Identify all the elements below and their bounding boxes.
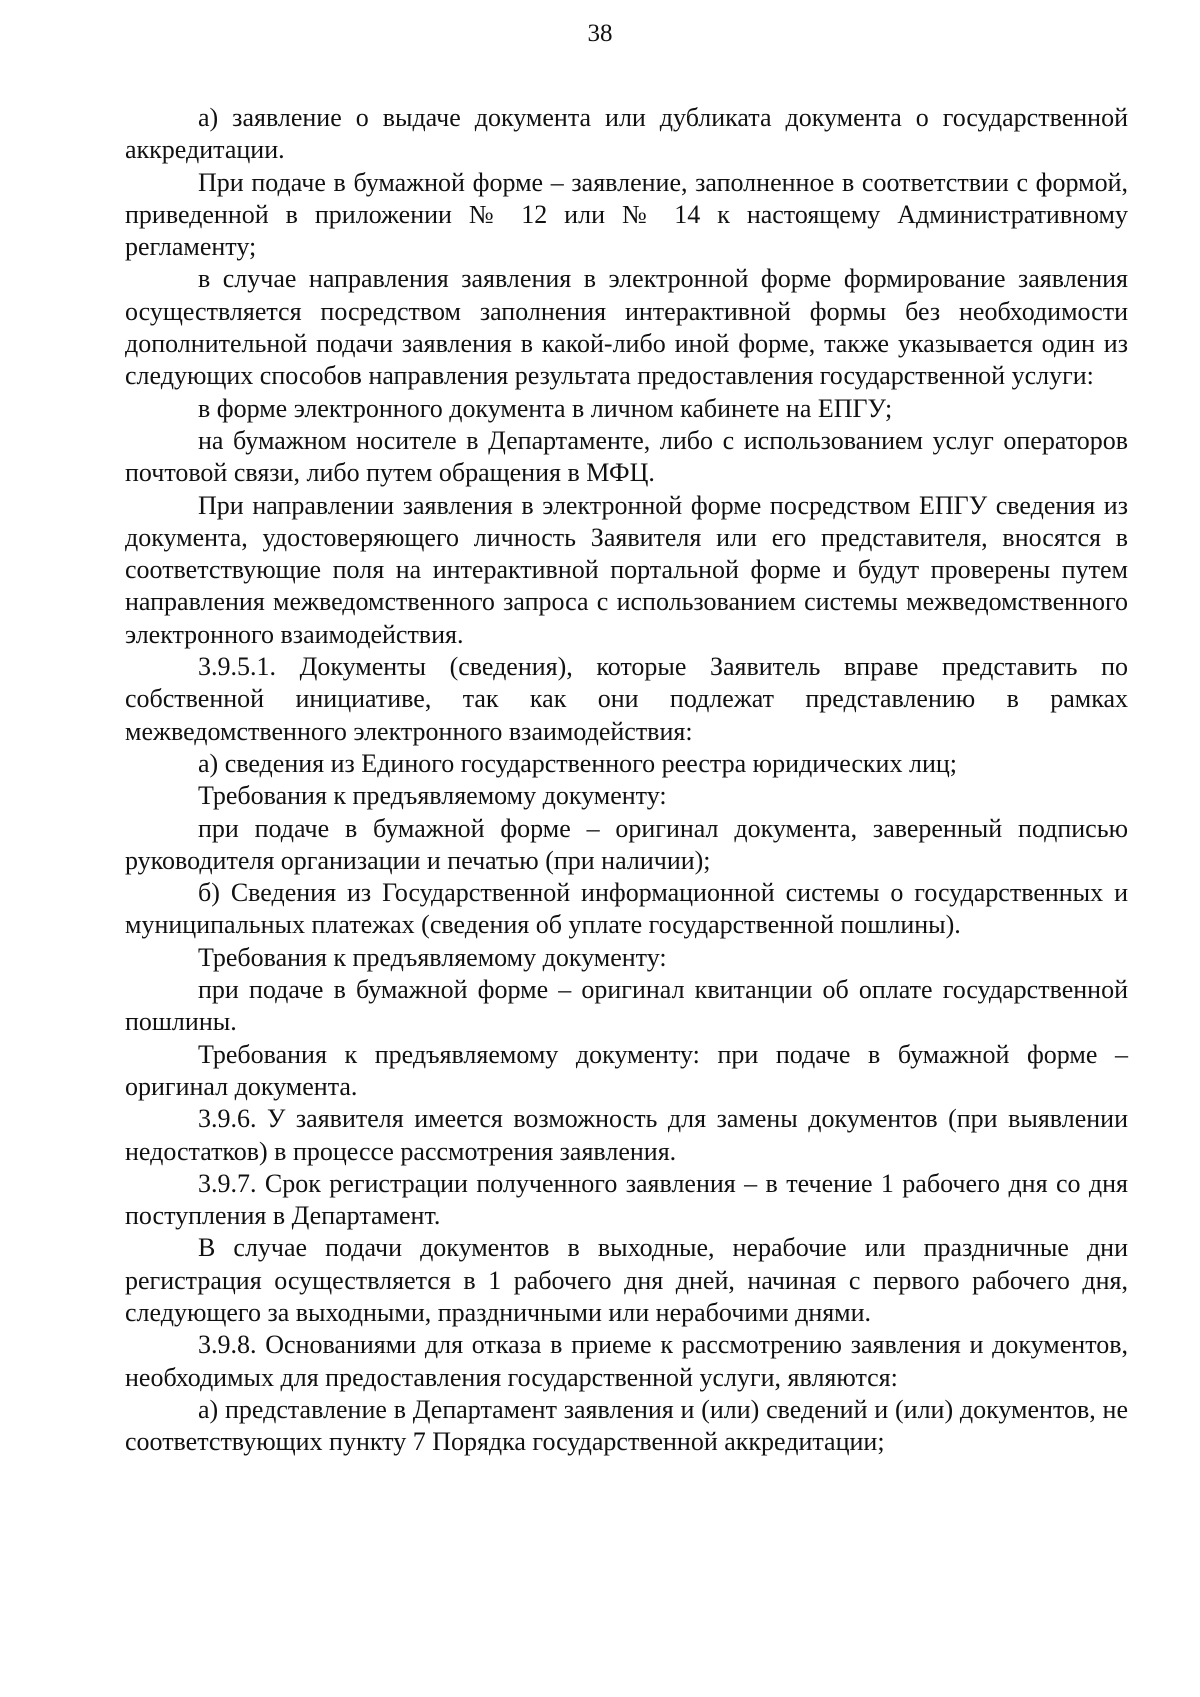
paragraph-application-type: а) заявление о выдаче документа или дубликата документа о государственной аккредитации. xyxy=(125,103,1128,165)
document-body xyxy=(125,102,1128,1458)
paragraph-requirements-3: Требования к предъявляемому документу: при подаче в бумажной форме – оригинал документа. xyxy=(125,1039,1128,1101)
paragraph-requirements-1: Требования к предъявляемому документу: xyxy=(198,781,667,811)
paragraph-original-signature: при подаче в бумажной форме – оригинал документа, заверенный подписью руководителя организации и печатью (при наличии); xyxy=(125,813,1128,875)
paragraph-paper-form: При подаче в бумажной форме – заявление, заполненное в соответствии с формой, приведенной в приложении № 12 или № 14 к настоящему Административному регламенту; xyxy=(125,167,1128,262)
paragraph-gis-payments: б) Сведения из Государственной информационной системы о государственных и муниципальных платежах (сведения об уплате государственной пошлины). xyxy=(125,878,1128,940)
paragraph-refusal-a: а) представление в Департамент заявления и (или) сведений и (или) документов, не соответствующих пункту 7 Порядка государственной аккредитации; xyxy=(125,1394,1128,1457)
paragraph-3-9-8: 3.9.8. Основаниями для отказа в приеме к рассмотрению заявления и документов, необходимых для предоставления государственной услуги, являются: xyxy=(125,1330,1128,1392)
paragraph-identity-info: При направлении заявления в электронной форме посредством ЕПГУ сведения из документа, удостоверяющего личность Заявителя или его представителя, вносятся в соответствующие поля на интерактивной портальной форме и будут проверены путем направления межведомственного запроса с использованием системы межведомственного электронного взаимодействия. xyxy=(125,490,1128,649)
page-number: 38 xyxy=(587,20,613,47)
paragraph-requirements-2: Требования к предъявляемому документу: xyxy=(198,942,667,972)
paragraph-receipt-original: при подаче в бумажной форме – оригинал квитанции об оплате государственной пошлины. xyxy=(125,975,1128,1037)
paragraph-paper-carrier: на бумажном носителе в Департаменте, либо с использованием услуг операторов почтовой связи, либо путем обращения в МФЦ. xyxy=(125,425,1128,488)
paragraph-3-9-6: 3.9.6. У заявителя имеется возможность для замены документов (при выявлении недостатков) в процессе рассмотрения заявления. xyxy=(125,1104,1128,1166)
paragraph-3-9-5-1: 3.9.5.1. Документы (сведения), которые Заявитель вправе представить по собственной инициативе, так как они подлежат представлению в рамках межведомственного электронного взаимодействия: xyxy=(125,652,1128,746)
paragraph-electronic-form: в случае направления заявления в электронной форме формирование заявления осуществляется посредством заполнения интерактивной формы без необходимости дополнительной подачи заявления в какой-либо иной форме, также указывается один из следующих способов направления результата предоставления государственной услуги: xyxy=(125,264,1128,391)
paragraph-weekend-registration: В случае подачи документов в выходные, нерабочие или праздничные дни регистрация осуществляется в 1 рабочего дня дней, начиная с первого рабочего дня, следующего за выходными, праздничными или нерабочими днями. xyxy=(125,1233,1128,1327)
paragraph-3-9-7: 3.9.7. Срок регистрации полученного заявления – в течение 1 рабочего дня со дня поступления в Департамент. xyxy=(125,1168,1128,1231)
paragraph-egrul: а) сведения из Единого государственного реестра юридических лиц; xyxy=(198,748,958,778)
paragraph-epgu-cabinet: в форме электронного документа в личном кабинете на ЕПГУ; xyxy=(198,393,893,423)
